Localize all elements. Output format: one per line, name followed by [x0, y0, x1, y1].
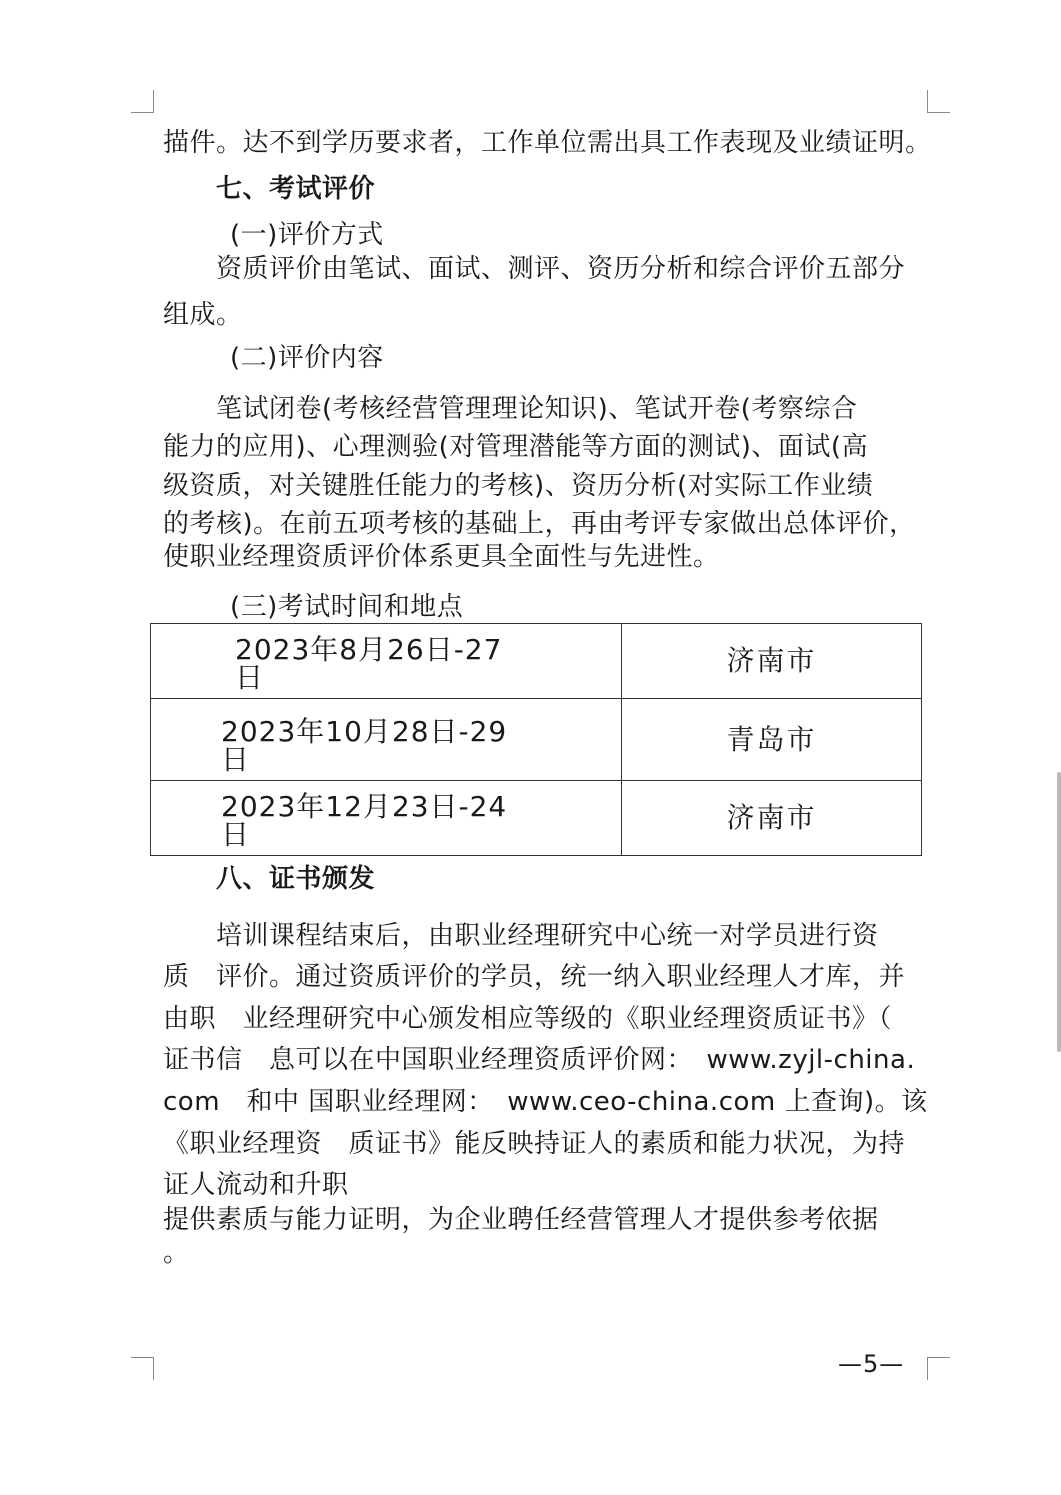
exam-date-cell: 2023年8月26日-27 日 [151, 624, 622, 699]
paragraph-line: 使职业经理资质评价体系更具全面性与先进性。 [163, 542, 720, 572]
exam-city-cell: 济南市 [622, 624, 922, 699]
table-row [151, 624, 922, 699]
exam-city-cell: 济南市 [622, 781, 922, 856]
paragraph-line: 由职 业经理研究中心颁发相应等级的《职业经理资质证书》（ [163, 1004, 893, 1034]
paragraph-line: 描件。达不到学历要求者，工作单位需出具工作表现及业绩证明。 [163, 128, 932, 158]
crop-mark-bottom-left [131, 1357, 154, 1380]
crop-mark-top-left [131, 90, 154, 113]
table-row [151, 781, 922, 856]
section-7-title: 七、考试评价 [216, 174, 376, 204]
paragraph-line: 组成。 [163, 300, 243, 330]
paragraph-line: 培训课程结束后，由职业经理研究中心统一对学员进行资 [216, 921, 879, 951]
exam-date-cell: 2023年10月28日-29 日 [151, 699, 622, 781]
table-row [151, 699, 922, 781]
paragraph-line: 能力的应用)、心理测验(对管理潜能等方面的测试)、面试(高 [163, 432, 869, 462]
paragraph-line: 证人流动和升职 [163, 1170, 349, 1200]
exam-schedule-table [150, 623, 922, 856]
exam-city-cell: 青岛市 [622, 699, 922, 781]
crop-mark-bottom-right [927, 1357, 950, 1380]
exam-date-cell: 2023年12月23日-24 日 [151, 781, 622, 856]
paragraph-line: 提供素质与能力证明，为企业聘任经营管理人才提供参考依据 [163, 1205, 879, 1235]
paragraph-line: 《职业经理资 质证书》能反映持证人的素质和能力状况，为持 [163, 1129, 906, 1159]
section-8-title: 八、证书颁发 [216, 864, 376, 894]
paragraph-line: 的考核)。在前五项考核的基础上，再由考评专家做出总体评价， [163, 509, 916, 539]
paragraph-line: 证书信 息可以在中国职业经理资质评价网： www.zyjl-china. [163, 1045, 916, 1075]
page-number: —5— [838, 1350, 905, 1378]
subsection-1-title: (一)评价方式 [230, 220, 384, 250]
paragraph-line: 资质评价由笔试、面试、测评、资历分析和综合评价五部分 [216, 254, 906, 284]
paragraph-line: com 和中 国职业经理网： www.ceo-china.com 上查询)。该 [163, 1087, 928, 1117]
paragraph-line: 。 [163, 1238, 190, 1268]
paragraph-line: 质 评价。通过资质评价的学员，统一纳入职业经理人才库，并 [163, 962, 906, 992]
subsection-3-title: (三)考试时间和地点 [230, 592, 464, 622]
paragraph-line: 笔试闭卷(考核经营管理理论知识)、笔试开卷(考察综合 [216, 394, 858, 424]
paragraph-line: 级资质，对关键胜任能力的考核)、资历分析(对实际工作业绩 [163, 471, 874, 501]
subsection-2-title: (二)评价内容 [230, 343, 384, 373]
scrollbar-edge[interactable] [1057, 772, 1061, 1052]
crop-mark-top-right [927, 90, 950, 113]
